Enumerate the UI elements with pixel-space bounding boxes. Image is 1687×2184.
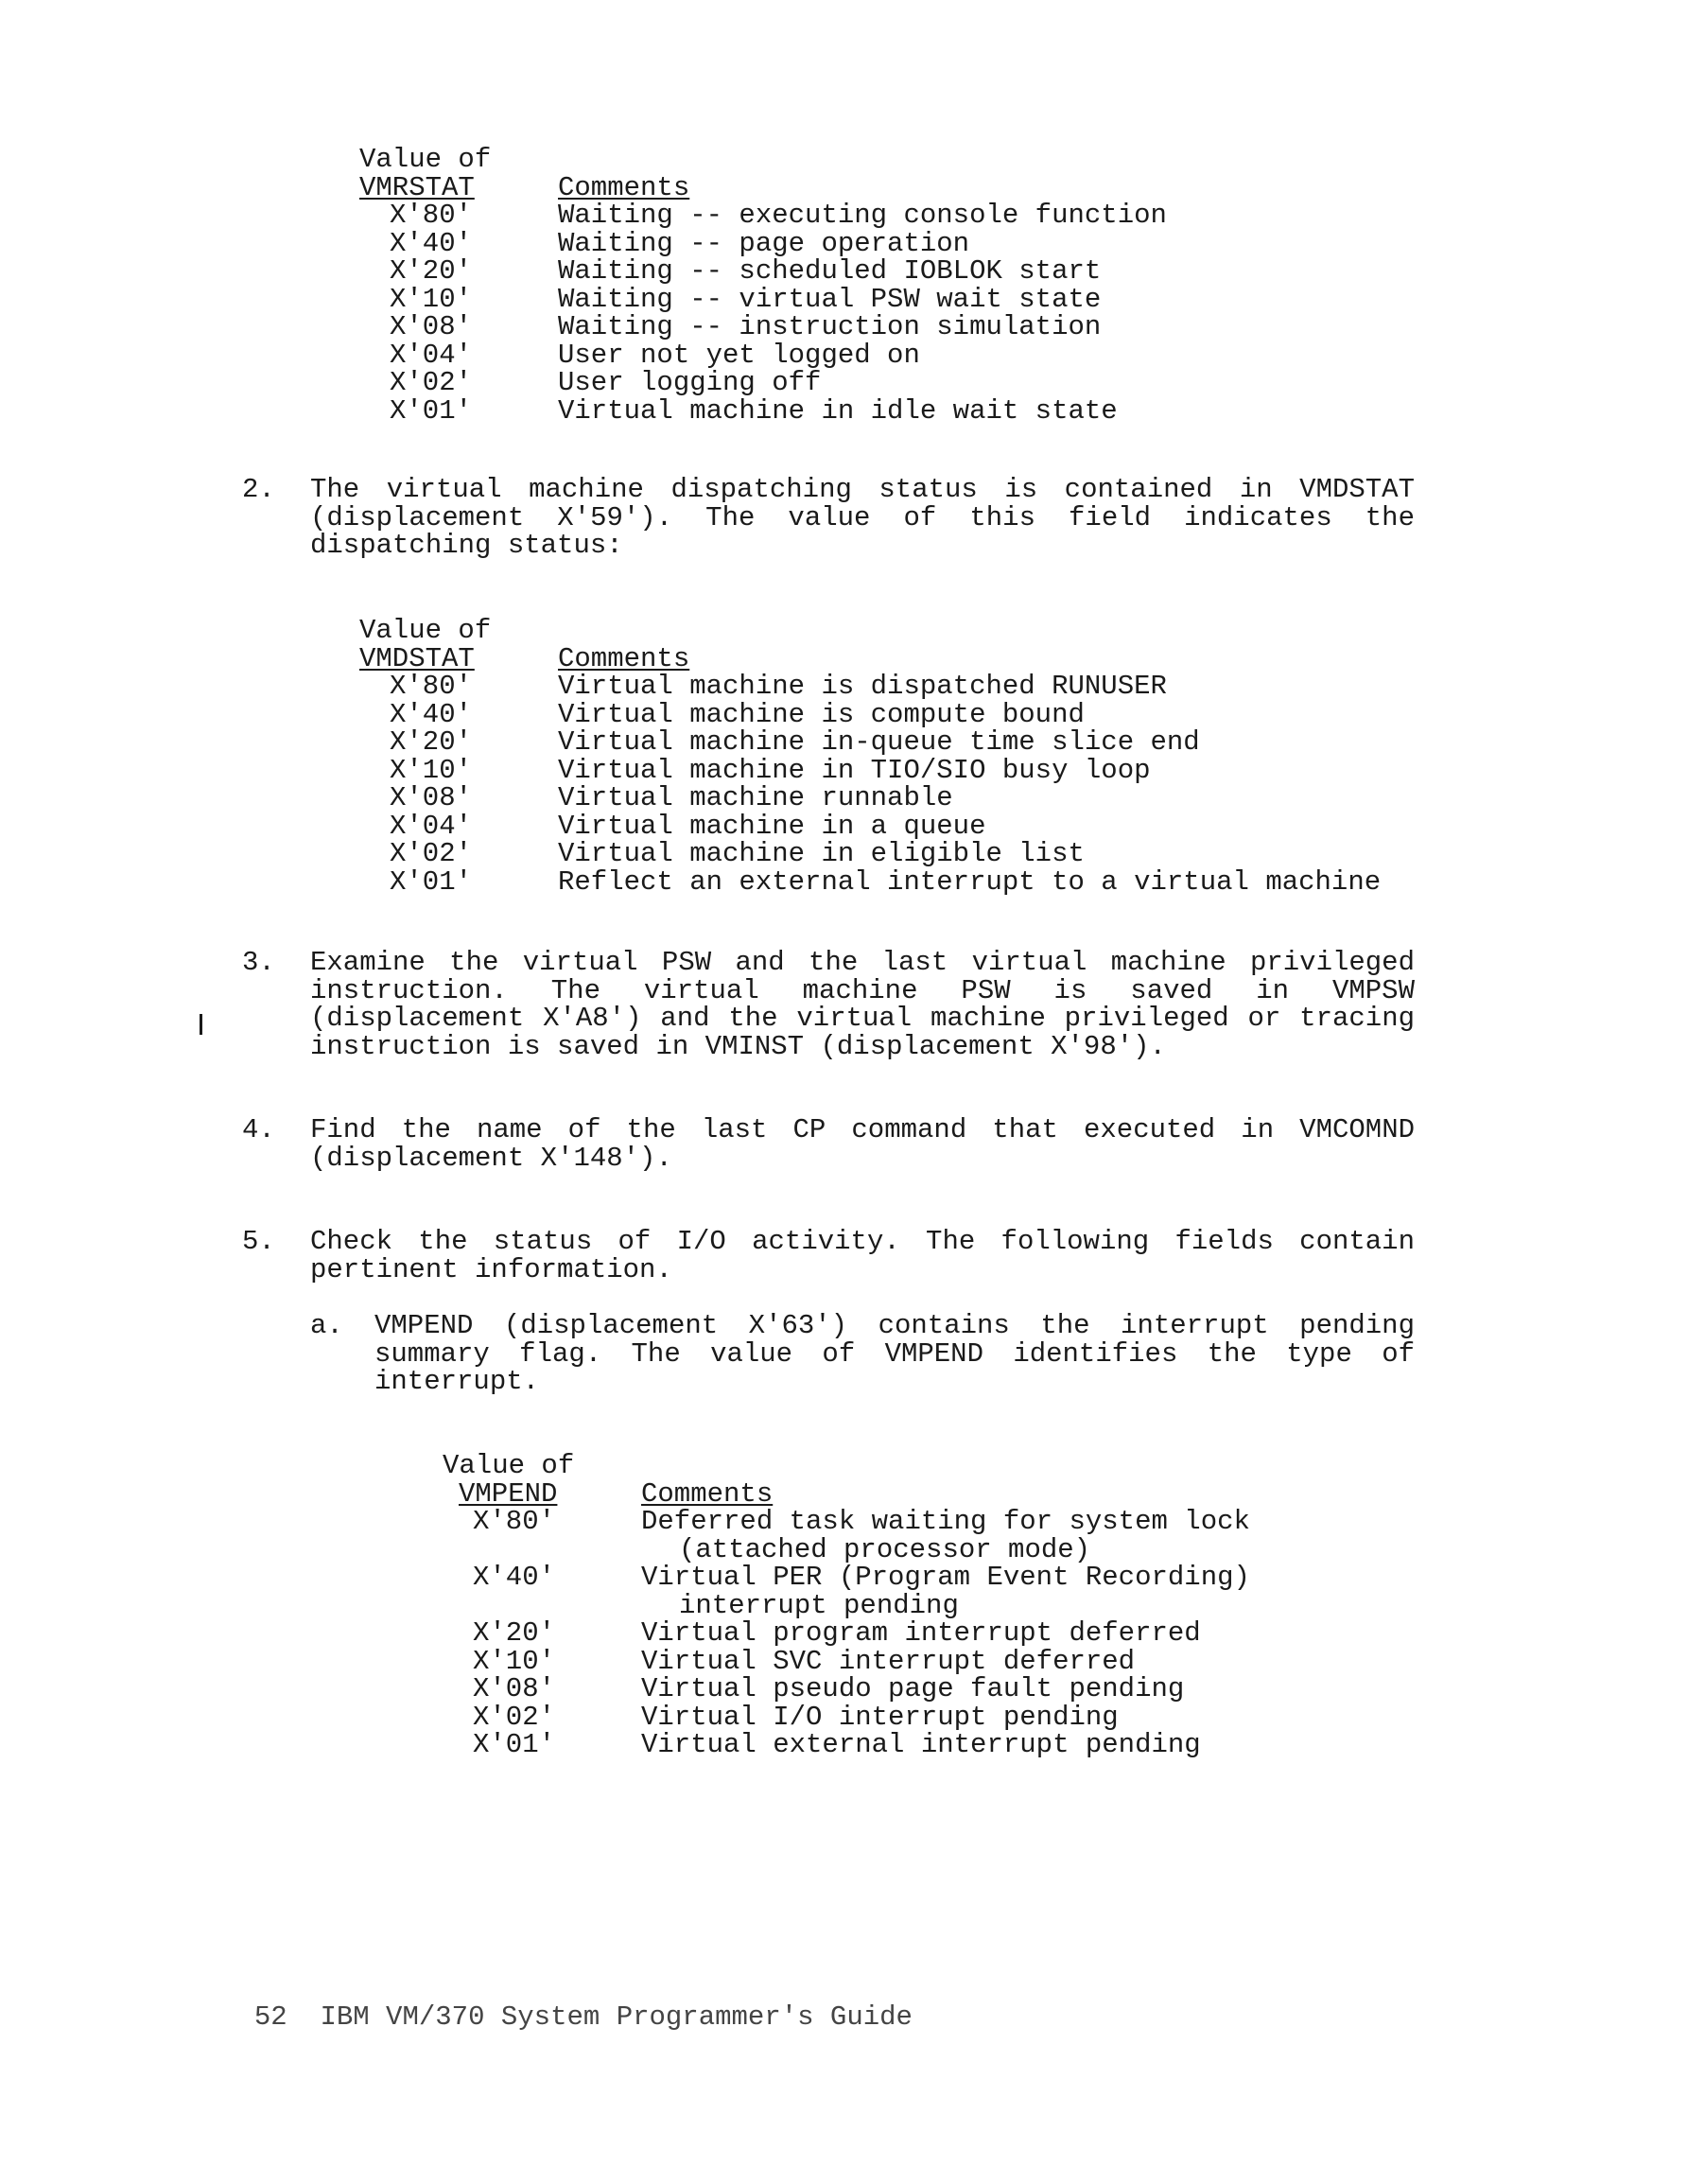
table-row-comment-continuation: interrupt pending bbox=[679, 1589, 959, 1621]
table-row-value: X'02' bbox=[390, 838, 473, 869]
paragraph-line: pertinent information. bbox=[310, 1253, 672, 1285]
table-row-value: X'20' bbox=[390, 726, 473, 758]
table-row-comment: Waiting -- virtual PSW wait state bbox=[558, 283, 1102, 315]
step-4-number: 4. bbox=[242, 1114, 275, 1145]
table-row-value: X'80' bbox=[390, 671, 473, 702]
paragraph-line: instruction. The virtual machine PSW is saved in VMPSW bbox=[310, 974, 1415, 1006]
table-row-value: X'10' bbox=[390, 283, 473, 315]
table-row-comment: Virtual SVC interrupt deferred bbox=[641, 1645, 1136, 1677]
table-row-value: X'20' bbox=[473, 1617, 556, 1649]
vmrstat-header-col1: VMRSTAT bbox=[359, 171, 475, 203]
paragraph-line: (displacement X'59'). The value of this field indicates the bbox=[310, 501, 1415, 533]
paragraph-line: (displacement X'A8') and the virtual machine privileged or tracing bbox=[310, 1003, 1415, 1034]
table-row-value: X'40' bbox=[473, 1562, 556, 1593]
table-row-value: X'02' bbox=[473, 1701, 556, 1733]
vmrstat-header-col2: Comments bbox=[558, 171, 690, 203]
paragraph-line: Examine the virtual PSW and the last virtual machine privileged bbox=[310, 947, 1415, 978]
table-row-value: X'20' bbox=[390, 255, 473, 287]
table-row-value: X'08' bbox=[390, 311, 473, 342]
table-row-comment: Virtual external interrupt pending bbox=[641, 1729, 1201, 1760]
paragraph-line: Check the status of I/O activity. The following fields contain bbox=[310, 1226, 1415, 1257]
paragraph-line: (displacement X'148'). bbox=[310, 1142, 672, 1174]
table-row-value: X'10' bbox=[390, 754, 473, 786]
table-row-comment: Virtual machine is dispatched RUNUSER bbox=[558, 671, 1167, 702]
paragraph-line: The virtual machine dispatching status is contained in VMDSTAT bbox=[310, 474, 1415, 505]
table-row-comment: Virtual I/O interrupt pending bbox=[641, 1701, 1119, 1733]
table-row-comment: Virtual machine in a queue bbox=[558, 810, 986, 842]
table-row-comment: Waiting -- page operation bbox=[558, 227, 970, 259]
page-number: 52 bbox=[253, 2001, 287, 2033]
step-3-number: 3. bbox=[242, 947, 275, 978]
table-row-comment: Virtual pseudo page fault pending bbox=[641, 1673, 1185, 1704]
table-row-value: X'80' bbox=[390, 200, 473, 231]
book-title: IBM VM/370 System Programmer's Guide bbox=[320, 2001, 913, 2033]
table-row-comment: Reflect an external interrupt to a virtual machine bbox=[558, 865, 1382, 898]
paragraph-line: Find the name of the last CP command that executed in VMCOMND bbox=[310, 1114, 1415, 1145]
vmdstat-header-col1: VMDSTAT bbox=[359, 642, 475, 674]
table-row-comment: Virtual program interrupt deferred bbox=[641, 1617, 1201, 1649]
vmpend-header-col2: Comments bbox=[641, 1477, 774, 1510]
table-row-value: X'40' bbox=[390, 227, 473, 259]
vmdstat-header-col2: Comments bbox=[558, 642, 690, 674]
step-2-number: 2. bbox=[242, 474, 275, 505]
table-row-value: X'04' bbox=[390, 810, 473, 842]
table-row-comment: Virtual machine runnable bbox=[558, 782, 953, 813]
revision-change-bar bbox=[200, 1014, 202, 1035]
step-2-text bbox=[310, 476, 1415, 560]
page-footer bbox=[221, 1975, 913, 2031]
table-row-comment: User logging off bbox=[558, 367, 822, 398]
step-5a-text bbox=[374, 1312, 1415, 1396]
table-row-value: X'08' bbox=[390, 782, 473, 813]
table-row-comment: Virtual machine is compute bound bbox=[558, 698, 1085, 730]
table-row-value: X'80' bbox=[473, 1506, 556, 1537]
table-row-comment: Waiting -- executing console function bbox=[558, 200, 1167, 231]
paragraph-line: instruction is saved in VMINST (displacement X'98'). bbox=[310, 1030, 1166, 1062]
vmpend-header-col1: VMPEND bbox=[459, 1477, 558, 1510]
table-row-value: X'04' bbox=[390, 339, 473, 371]
table-row-comment: Waiting -- instruction simulation bbox=[558, 311, 1102, 342]
table-row-comment: User not yet logged on bbox=[558, 339, 920, 371]
step-5-number: 5. bbox=[242, 1226, 275, 1257]
table-row-comment: Virtual machine in idle wait state bbox=[558, 394, 1118, 427]
table-row-comment: Deferred task waiting for system lock bbox=[641, 1506, 1250, 1537]
table-row-value: X'02' bbox=[390, 367, 473, 398]
vmpend-header-value-of: Value of bbox=[443, 1450, 575, 1481]
table-row-comment: Virtual machine in eligible list bbox=[558, 838, 1085, 869]
paragraph-line: VMPEND (displacement X'63') contains the interrupt pending bbox=[374, 1310, 1415, 1341]
table-row-value: X'40' bbox=[390, 698, 473, 730]
paragraph-line: summary flag. The value of VMPEND identifies the type of bbox=[374, 1337, 1415, 1370]
table-row-comment-continuation: (attached processor mode) bbox=[679, 1533, 1091, 1565]
step-5-text bbox=[310, 1228, 1415, 1284]
table-row-value: X'01' bbox=[473, 1729, 556, 1760]
vmrstat-header-value-of: Value of bbox=[359, 144, 492, 175]
table-row-comment: Virtual PER (Program Event Recording) bbox=[641, 1562, 1250, 1593]
table-row-comment: Virtual machine in-queue time slice end bbox=[558, 726, 1200, 758]
table-row-value: X'10' bbox=[473, 1645, 556, 1677]
table-row-comment: Waiting -- scheduled IOBLOK start bbox=[558, 255, 1102, 287]
paragraph-line: interrupt. bbox=[374, 1366, 540, 1397]
table-row-value: X'01' bbox=[390, 394, 473, 427]
table-row-value: X'08' bbox=[473, 1673, 556, 1704]
step-3-text bbox=[310, 949, 1415, 1060]
step-4-text bbox=[310, 1116, 1415, 1172]
table-row-value: X'01' bbox=[390, 865, 473, 898]
vmdstat-header-value-of: Value of bbox=[359, 615, 492, 646]
table-row-comment: Virtual machine in TIO/SIO busy loop bbox=[558, 754, 1151, 786]
step-5a-number: a. bbox=[310, 1310, 343, 1341]
paragraph-line: dispatching status: bbox=[310, 530, 623, 561]
